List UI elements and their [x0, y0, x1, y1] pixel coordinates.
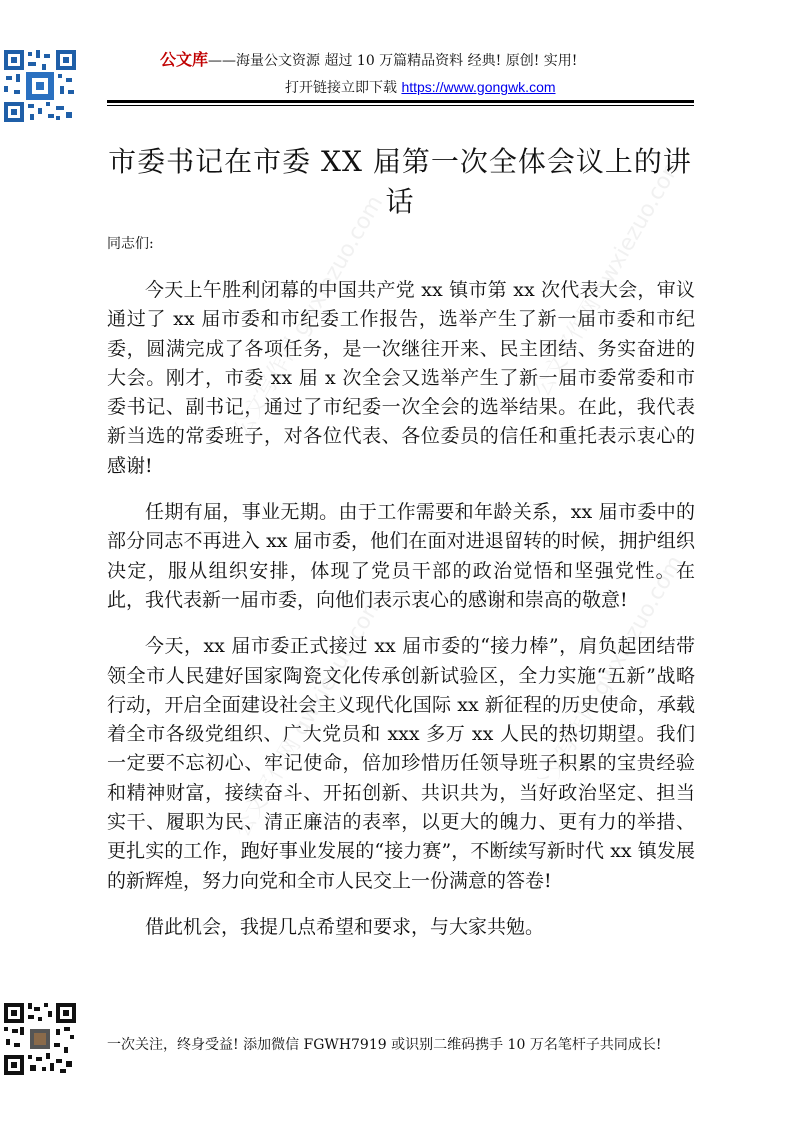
qr-code-icon [4, 1003, 76, 1075]
footer-promo-text: 一次关注，终身受益! 添加微信 FGWH7919 或识别二维码携手 10 万名笔杆子共同成长! [107, 1037, 662, 1053]
paragraph: 任期有届，事业无期。由于工作需要和年龄关系，xx 届市委中的部分同志不再进入 xx 届市委，他们在面对进退留转的时候，拥护组织决定，服从组织安排，体现了党员干部的政治觉悟和坚强党性。在此，我代表新一届市委，向他们表示衷心的感谢和崇高的敬意! [107, 501, 695, 611]
qr-code-icon [4, 50, 76, 122]
paragraph: 借此机会，我提几点希望和要求，与大家共勉。 [145, 915, 545, 938]
salutation: 同志们: [107, 236, 154, 252]
header-divider-thick [107, 100, 694, 103]
header-tagline-line [160, 50, 680, 71]
header-divider-thin [107, 105, 694, 106]
download-text: 打开链接立即下载 [285, 80, 402, 96]
watermark: 公文写作网 gwxiezuo.com [529, 551, 689, 802]
paragraph: 今天，xx 届市委正式接过 xx 届市委的“接力棒”，肩负起团结带领全市人民建好国家陶瓷文化传承创新试验区，全力实施“五新”战略行动，开启全面建设社会主义现代化国际 xx 新征程的历史使命，承载着全市各级党组织、广大党员和 xxx 多万 xx 人民的热切期望。我们一定要不忘初心、牢记使命，倍加珍惜历任领导班子积累的宝贵经验和精神财富，接续奋斗、开拓创新、共识共为，当好政治坚定、担当实干、履职为民、清正廉洁的表率，以更大的魄力、更有力的举措、更扎实的工作，跑好事业发展的“接力赛”，不断续写新时代 xx 镇发展的新辉煌，努力向党和全市人民交上一份满意的答卷! [107, 635, 695, 892]
document-title: 市委书记在市委 XX 届第一次全体会议上的讲话 [108, 145, 692, 218]
website-link[interactable]: https://www.gongwk.com [401, 79, 556, 95]
document-body [107, 276, 695, 959]
brand-name: 公文库 [160, 50, 209, 69]
watermark: 公文写作网 gwxiezuo.com [529, 151, 689, 402]
paragraph: 今天上午胜利闭幕的中国共产党 xx 镇市第 xx 次代表大会，审议通过了 xx 届市委和市纪委工作报告，选举产生了新一届市委和市纪委，圆满完成了各项任务，是一次继往开来、民主团结、务实奋进的大会。刚才，市委 xx 届 x 次全会又选举产生了新一届市委常委和市委书记、副书记，通过了市纪委一次全会的选举结果。在此，我代表新当选的常委班子，对各位代表、各位委员的信任和重托表示衷心的感谢! [107, 279, 695, 477]
watermark: 公文写作网 gwxiezuo.com [229, 591, 389, 842]
watermark: 公文写作网 gwxiezuo.com [229, 191, 389, 442]
header-tagline: ——海量公文资源 超过 10 万篇精品资料 经典! 原创! 实用! [208, 53, 578, 69]
header-download-line [285, 77, 556, 98]
